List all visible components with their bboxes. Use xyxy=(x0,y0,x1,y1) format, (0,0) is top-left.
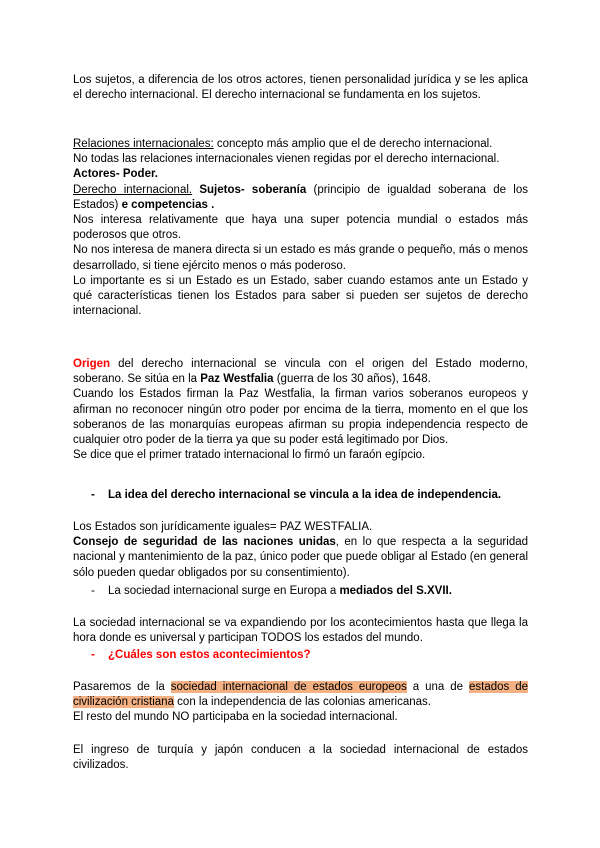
paragraph-civilizacion xyxy=(73,680,528,726)
relaciones-text: concepto más amplio que el de derecho internacional. xyxy=(213,138,493,150)
paragraph-origen xyxy=(73,357,528,463)
origen-term: Origen xyxy=(73,358,111,370)
derecho-line xyxy=(73,183,528,213)
bullet-independencia-text: La idea del derecho internacional se vincula a la idea de independencia. xyxy=(108,489,502,501)
paz-westfalia-term: Paz Westfalia xyxy=(200,373,274,386)
tratado-line: Se dice que el primer tratado internacional lo firmó un faraón egípcio. xyxy=(73,449,426,462)
bullet-sociedad-europa-text xyxy=(108,584,528,599)
actores-line: Actores- Poder. xyxy=(73,168,158,181)
paragraph-expansion: La sociedad internacional se va expandiendo por los acontecimientos hasta que llega la hora donde es universal y participan TODOS los estados del mundo. xyxy=(73,617,528,645)
pasaremos-text-1: Pasaremos de la xyxy=(73,681,171,693)
competencias-term: e competencias . xyxy=(121,198,215,211)
pasaremos-text-2: a una de xyxy=(406,681,469,693)
bullet-dash: - xyxy=(91,489,95,501)
derecho-term: Derecho internacional. xyxy=(73,183,193,196)
bullet-dash: - xyxy=(91,585,95,597)
relaciones-line xyxy=(73,137,528,152)
principio-text: (principio de igualdad soberana de los Estados) xyxy=(73,183,528,211)
paragraph-turquia-japon: El ingreso de turquía y japón conducen a la sociedad internacional de estados civilizados. xyxy=(73,744,528,772)
no-interesa-line: No nos interesa de manera directa si un estado es más grande o pequeño, más o menos desarrollado, si tiene ejército menos o más poderoso. xyxy=(73,244,528,272)
paragraph-relaciones xyxy=(73,137,528,319)
bullet-sociedad-text: La sociedad internacional surge en Europa a xyxy=(108,585,340,597)
resto-mundo-line: El resto del mundo NO participaba en la sociedad internacional. xyxy=(73,711,398,724)
sujetos-term: Sujetos- soberanía xyxy=(192,183,307,196)
origen-text-1: del derecho internacional se vincula con el origen del Estado moderno, soberano. Se sitúa en la xyxy=(73,358,528,386)
paragraph-sujetos: Los sujetos, a diferencia de los otros actores, tienen personalidad jurídica y se les aplica el derecho internacional. El derecho internacional se fundamenta en los sujetos. xyxy=(73,74,528,102)
relaciones-line-2: No todas las relaciones internacionales vienen regidas por el derecho internacional. xyxy=(73,153,500,166)
westfalia-line: Cuando los Estados firman la Paz Westfalia, la firman varios soberanos europeos y afirman no reconocer ningún otro poder por encima de la tierra, momento en el que los soberanos de las monarquías europeas afirman su propia independencia respecto de cualquier otro poder de la tierra ya que su poder está legitimado por Dios. xyxy=(73,388,528,447)
bullet-dash: - xyxy=(91,649,95,661)
pasaremos-line xyxy=(73,680,528,710)
highlight-estados-europeos: sociedad internacional de estados europeos xyxy=(170,681,407,693)
relaciones-term: Relaciones internacionales: xyxy=(73,138,214,150)
paragraph-estados-iguales xyxy=(73,520,528,581)
highlight-civilizacion-cristiana: estados de civilización cristiana xyxy=(73,681,529,709)
bullet-acontecimientos-text: ¿Cuáles son estos acontecimientos? xyxy=(108,649,311,661)
importante-line: Lo importante es si un Estado es un Estado, saber cuando estamos ante un Estado y qué características tienen los Estados para saber si pueden ser sujetos de derecho internacional. xyxy=(73,274,528,318)
consejo-text: , en lo que respecta a la seguridad nacional y mantenimiento de la paz, único poder que puede obligar al Estado (en general sólo pueden quedar obligados por su consentimiento). xyxy=(73,536,529,579)
origen-text-2: (guerra de los 30 años), 1648. xyxy=(273,373,431,386)
consejo-line xyxy=(73,535,528,581)
pasaremos-text-3: con la independencia de las colonias americanas. xyxy=(173,696,431,709)
consejo-term: Consejo de seguridad de las naciones unidas xyxy=(73,536,336,549)
mediados-term: mediados del S.XVII. xyxy=(339,585,452,597)
iguales-line: Los Estados son jurídicamente iguales= PAZ WESTFALIA. xyxy=(73,521,373,533)
origen-line xyxy=(73,357,528,387)
interesa-line: Nos interesa relativamente que haya una super potencia mundial o estados más poderosos que otros. xyxy=(73,214,528,242)
